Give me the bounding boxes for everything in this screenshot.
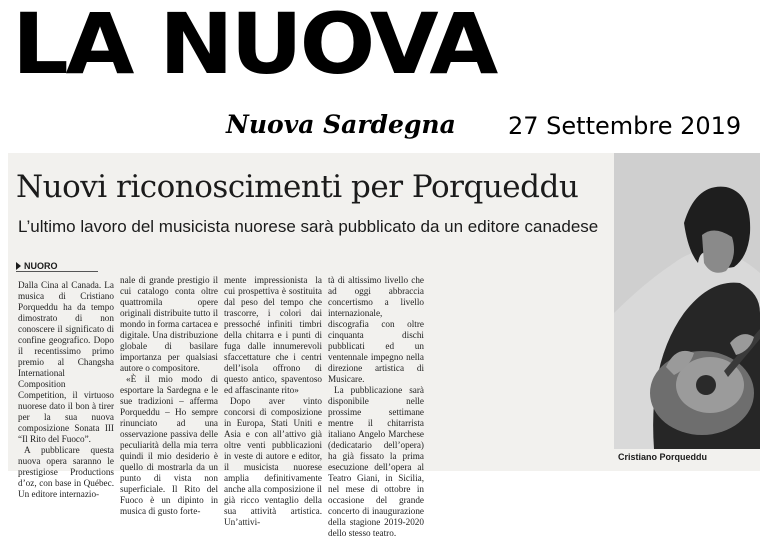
paragraph: La pubblicazione sarà disponibile nelle prossime settimane mentre il chitarrista italiano Angelo Marchese (dedicatario dell’opera) ha già fissato la prima esecuzione dell’opera al Teatro Giani, in Sicilia, nel mese di ottobre in occasione del grande concerto di inaugurazione della stagione 2019-2020 dello stesso teatro. [328,385,424,538]
masthead-title: LA NUOVA [12,0,496,93]
musician-photo [614,153,760,449]
paragraph: mente impressionista la cui prospettiva è sostituita dal peso del tempo che trascorre, i colori dai pressoché infiniti timbri della chitarra e i punti di fuga dalle innumerevoli sfaccettature che i centri dell’isola offrono di questo antico, spaventoso ed affascinante rito» [224,275,322,395]
triangle-icon [16,262,21,270]
paragraph: Dalla Cina al Canada. La musica di Cristiano Porqueddu ha da tempo dimostrato di non conoscere il significato di confine geografico. Dopo il recentissimo primo premio al Changsha International Composition Competition, il virtuoso nuorese dato il bon à tirer per la sua nuova composizione Sonata III “Il Rito del Fuoco”. [18,280,114,444]
article-headline: Nuovi riconoscimenti per Porqueddu [16,169,579,205]
paragraph: «È il mio modo di esportare la Sardegna e le sue tradizioni – afferma Porqueddu – Ho sempre rinunciato ad una osservazione passiva delle peculiarità della mia terra quindi il mio desiderio è quello di mostrarla da un punto di vista non superficiale. Il Rito del Fuoco è un dipinto in musica di gusto forte- [120,374,218,516]
section-tag [16,261,58,271]
section-rule [16,271,98,272]
article-subhead: L’ultimo lavoro del musicista nuorese sarà pubblicato da un editore canadese [18,217,599,236]
guitarist-illustration [614,153,760,449]
photo-caption: Cristiano Porqueddu [618,452,708,462]
publication-date: 27 Settembre 2019 [508,112,742,140]
paragraph: nale di grande prestigio il cui catalogo conta oltre quattromila opere originali distribuite tutto il mondo in forma cartacea e digitale. Una distribuzione globale di basilare importanza per qualsiasi autore o compositore. [120,275,218,373]
article-column-2 [120,275,218,516]
article-column-4 [328,275,424,538]
section-label: NUORO [24,261,58,271]
paragraph: A pubblicare questa nuova opera saranno le prestigiose Productions d’oz, con base in Québec. Un editore internazio- [18,445,114,499]
masthead-subtitle: Nuova Sardegna [226,110,456,139]
newspaper-clipping [8,153,760,538]
paragraph: tà di altissimo livello che ad oggi abbraccia concertismo a livello internazionale, discografia con oltre cinquanta dischi pubblicati ed un ventennale impegno nella direzione artistica di Musicare. [328,275,424,384]
paragraph: Dopo aver vinto concorsi di composizione in Europa, Stati Uniti e Asia e con all’attivo già oltre venti pubblicazioni in veste di autore e editor, il musicista nuorese amplia definitivamente anche alla composizione il già ricco ventaglio della sua attività artistica. Un’attivi- [224,396,322,527]
article-column-1 [18,280,114,499]
article-column-3 [224,275,322,527]
